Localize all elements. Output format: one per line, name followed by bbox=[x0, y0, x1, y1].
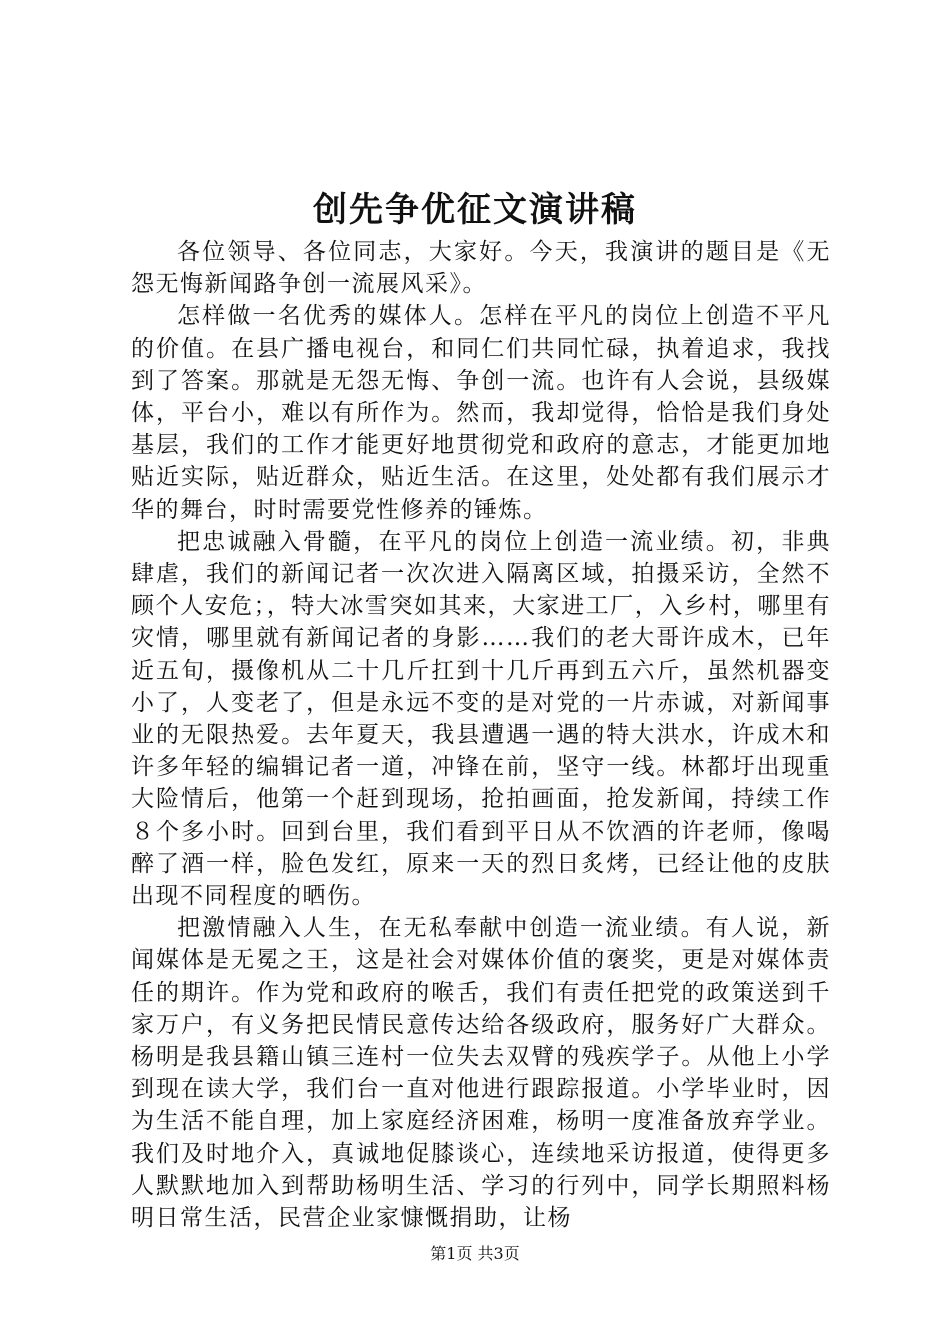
page-number-footer: 第1页 共3页 bbox=[430, 1244, 520, 1263]
paragraph-loyalty: 把忠诚融入骨髓，在平凡的岗位上创造一流业绩。初，非典肆虐，我们的新闻记者一次次进入隔离区域，拍摄采访，全然不顾个人安危；，特大冰雪突如其来，大家进工厂，入乡村，哪里有灾情，哪里就有新闻记者的身影……我们的老大哥许成木，已年近五旬，摄像机从二十几斤扛到十几斤再到五六斤，虽然机器变小了，人变老了，但是永远不变的是对党的一片赤诚，对新闻事业的无限热爱。去年夏天，我县遭遇一遇的特大洪水，许成木和许多年轻的编辑记者一道，冲锋在前，坚守一线。林都圩出现重大险情后，他第一个赶到现场，抢拍画面，抢发新闻，持续工作８个多小时。回到台里，我们看到平日从不饮酒的许老师，像喝醉了酒一样，脸色发红，原来一天的烈日炙烤，已经让他的皮肤出现不同程度的晒伤。 bbox=[131, 528, 831, 910]
document-body bbox=[131, 236, 831, 1234]
document-title: 创先争优征文演讲稿 bbox=[313, 190, 637, 230]
paragraph-media-role: 怎样做一名优秀的媒体人。怎样在平凡的岗位上创造不平凡的价值。在县广播电视台，和同仁们共同忙碌，执着追求，我找到了答案。那就是无怨无悔、争创一流。也许有人会说，县级媒体，平台小，难以有所作为。然而，我却觉得，恰恰是我们身处基层，我们的工作才能更好地贯彻党和政府的意志，才能更加地贴近实际，贴近群众，贴近生活。在这里，处处都有我们展示才华的舞台，时时需要党性修养的锤炼。 bbox=[131, 303, 831, 523]
paragraph-greeting: 各位领导、各位同志，大家好。今天，我演讲的题目是《无怨无悔新闻路争创一流展风采》。 bbox=[131, 239, 831, 298]
paragraph-passion: 把激情融入人生，在无私奉献中创造一流业绩。有人说，新闻媒体是无冕之王，这是社会对媒体价值的褒奖，更是对媒体责任的期许。作为党和政府的喉舌，我们有责任把党的政策送到千家万户，有义务把民情民意传达给各级政府，服务好广大群众。杨明是我县籍山镇三连村一位失去双臂的残疾学子。从他上小学到现在读大学，我们台一直对他进行跟踪报道。小学毕业时，因为生活不能自理，加上家庭经济困难，杨明一度准备放弃学业。我们及时地介入，真诚地促膝谈心，连续地采访报道，使得更多人默默地加入到帮助杨明生活、学习的行列中，同学长期照料杨明日常生活，民营企业家慷慨捐助，让杨 bbox=[131, 915, 831, 1232]
